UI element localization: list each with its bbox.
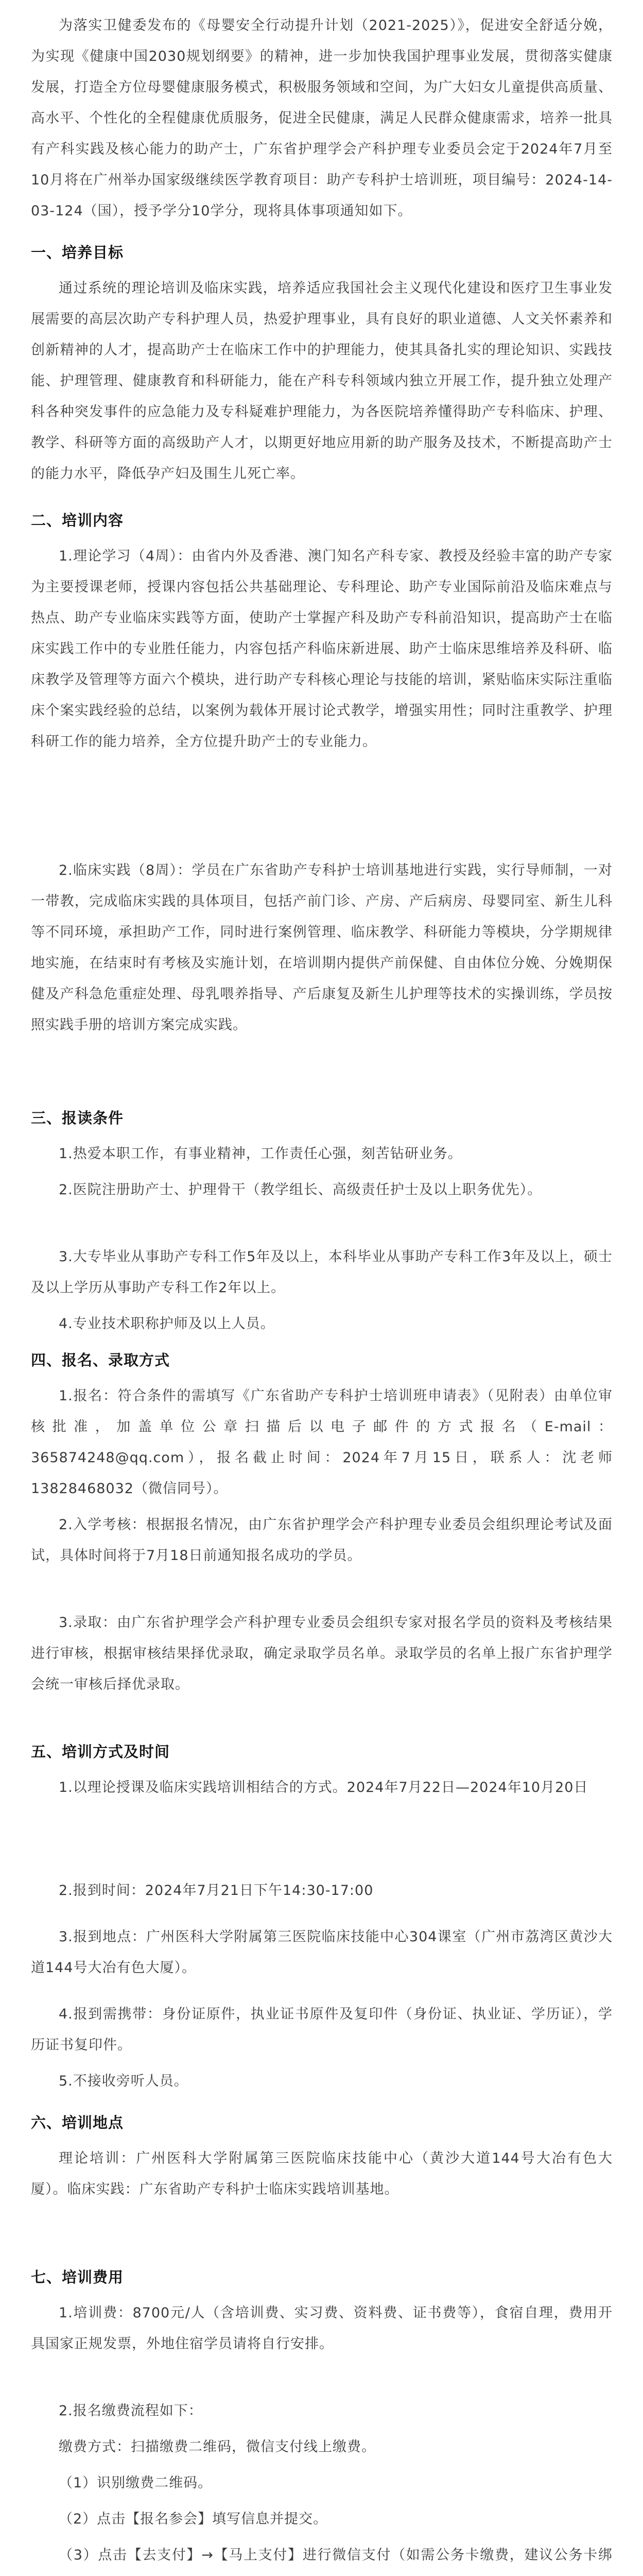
section-heading-fees: 七、培训费用 bbox=[31, 2268, 124, 2286]
requirement-item: 4.专业技术职称护师及以上人员。 bbox=[59, 1316, 275, 1332]
section-heading-content: 二、培训内容 bbox=[31, 512, 124, 529]
fee-item: 缴费方式：扫描缴费二维码，微信支付线上缴费。 bbox=[59, 2439, 376, 2455]
fee-item: 2.报名缴费流程如下： bbox=[59, 2403, 203, 2419]
section-heading-objectives: 一、培养目标 bbox=[31, 244, 124, 261]
schedule-item: 3.报到地点：广州医科大学附属第三医院临床技能中心304课室（广州市荔湾区黄沙大道144号大冶有色大厦）。 bbox=[31, 1929, 613, 1976]
fee-item: （3）点击【去支付】→【马上支付】进行微信支付（如需公务卡缴费，建议公务卡绑 bbox=[59, 2547, 613, 2563]
section-heading-location: 六、培训地点 bbox=[31, 2114, 124, 2131]
schedule-item: 5.不接收旁听人员。 bbox=[59, 2073, 188, 2089]
content-practice-paragraph: 2.临床实践（8周）：学员在广东省助产专科护士培训基地进行实践，实行导师制，一对一带教，完成临床实践的具体项目，包括产前门诊、产房、产后病房、母婴同室、新生儿科等不同环境，承担助产工作，同时进行案例管理、临床教学、科研能力等模块，分学期规律地实施，在结束时有考核及实施计划，在培训期内提供产前保健、自由体位分娩、分娩期保健及产科急危重症处理、母乳喂养指导、产后康复及新生儿护理等技术的实操训练，学员按照实践手册的培训方案完成实践。 bbox=[31, 862, 613, 1033]
intro-paragraph: 为落实卫健委发布的《母婴安全行动提升计划（2021-2025）》，促进安全舒适分娩，为实现《健康中国2030规划纲要》的精神，进一步加快我国护理事业发展，贯彻落实健康发展，打造全方位母婴健康服务模式，积极服务领域和空间，为广大妇女儿童提供高质量、高水平、个性化的全程健康优质服务，促进全民健康，满足人民群众健康需求，培养一批具有产科实践及核心能力的助产士，广东省护理学会产科护理专业委员会定于2024年7月至10月将在广州举办国家级继续医学教育项目：助产专科护士培训班，项目编号：2024-14-03-124（国），授予学分10学分，现将具体事项通知如下。 bbox=[31, 18, 613, 219]
section-heading-enrollment: 四、报名、录取方式 bbox=[31, 1351, 170, 1369]
enrollment-item: 3.录取：由广东省护理学会产科护理专业委员会组织专家对报名学员的资料及考核结果进行审核，根据审核结果择优录取，确定录取学员名单。录取学员的名单上报广东省护理学会统一审核后择优录取。 bbox=[31, 1615, 613, 1692]
fee-item: （2）点击【报名参会】填写信息并提交。 bbox=[59, 2511, 328, 2527]
fee-item: 1.培训费：8700元/人（含培训费、实习费、资料费、证书费等），食宿自理，费用开具国家正规发票，外地住宿学员请将自行安排。 bbox=[31, 2305, 613, 2352]
enrollment-item: 2.入学考核：根据报名情况，由广东省护理学会产科护理专业委员会组织理论考试及面试，具体时间将于7月18日前通知报名成功的学员。 bbox=[31, 1517, 613, 1564]
location-paragraph: 理论培训：广州医科大学附属第三医院临床技能中心（黄沙大道144号大冶有色大厦）。临床实践：广东省助产专科护士临床实践培训基地。 bbox=[31, 2150, 613, 2197]
section-heading-requirements: 三、报读条件 bbox=[31, 1109, 124, 1127]
enrollment-item: 1.报名：符合条件的需填写《广东省助产专科护士培训班申请表》（见附表）由单位审核批准，加盖单位公章扫描后以电子邮件的方式报名（E-mail：365874248@qq.com），报名截止时间：2024年7月15日，联系人：沈老师 13828468032（微信同号）。 bbox=[31, 1388, 613, 1497]
requirement-item: 1.热爱本职工作，有事业精神，工作责任心强，刻苦钻研业务。 bbox=[59, 1146, 462, 1162]
schedule-item: 1.以理论授课及临床实践培训相结合的方式。2024年7月22日—2024年10月20日 bbox=[59, 1780, 588, 1795]
schedule-item: 4.报到需携带：身份证原件，执业证书原件及复印件（身份证、执业证、学历证），学历证书复印件。 bbox=[31, 2006, 613, 2053]
fee-item: （1）识别缴费二维码。 bbox=[59, 2475, 213, 2491]
requirement-item: 3.大专毕业从事助产专科工作5年及以上，本科毕业从事助产专科工作3年及以上，硕士及以上学历从事助产专科工作2年以上。 bbox=[31, 1249, 613, 1296]
objectives-paragraph: 通过系统的理论培训及临床实践，培养适应我国社会主义现代化建设和医疗卫生事业发展需要的高层次助产专科护理人员，热爱护理事业，具有良好的职业道德、人文关怀素养和创新精神的人才，提高助产士在临床工作中的护理能力，使其具备扎实的理论知识、实践技能、护理管理、健康教育和科研能力，能在产科专科领域内独立开展工作，提升独立处理产科各种突发事件的应急能力及专科疑难护理能力，为各医院培养懂得助产专科临床、护理、教学、科研等方面的高级助产人才，以期更好地应用新的助产服务及技术，不断提高助产士的能力水平，降低孕产妇及围生儿死亡率。 bbox=[31, 280, 613, 482]
section-heading-schedule: 五、培训方式及时间 bbox=[31, 1743, 170, 1760]
requirement-item: 2.医院注册助产士、护理骨干（教学组长、高级责任护士及以上职务优先）。 bbox=[59, 1182, 542, 1198]
content-theory-paragraph: 1.理论学习（4周）：由省内外及香港、澳门知名产科专家、教授及经验丰富的助产专家为主要授课老师，授课内容包括公共基础理论、专科理论、助产专业国际前沿及临床难点与热点、助产专业临床实践等方面，使助产士掌握产科及助产专科前沿知识，提高助产士在临床实践工作中的专业胜任能力，内容包括产科临床新进展、助产士临床思维培养及科研、临床教学及管理等方面六个模块，进行助产专科核心理论与技能的培训，紧贴临床实际注重临床个案实践经验的总结，以案例为载体开展讨论式教学，增强实用性；同时注重教学、护理科研工作的能力培养，全方位提升助产士的专业能力。 bbox=[31, 548, 613, 750]
schedule-item: 2.报到时间：2024年7月21日下午14:30-17:00 bbox=[59, 1883, 374, 1899]
